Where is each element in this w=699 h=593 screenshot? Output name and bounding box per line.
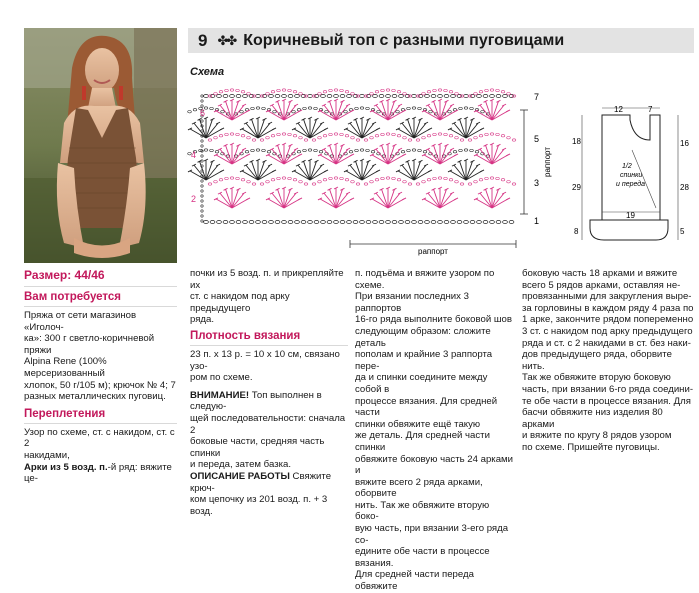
- text-line: хлопок, 50 г/105 м); крючок № 4; 7: [24, 379, 176, 391]
- measure-left-3: 8: [574, 227, 579, 236]
- text-line: и вяжите по кругу 8 рядов узором: [522, 430, 672, 442]
- diagram-label-1: 1/2: [622, 163, 632, 170]
- crochet-chart: [186, 82, 562, 257]
- text-line: всего 5 рядов арками, оставляя не-: [522, 279, 681, 291]
- rapport-vertical-label: раппорт: [543, 147, 552, 177]
- schema-label: Схема: [190, 66, 225, 78]
- text-line: следующим образом: сложите деталь: [355, 325, 491, 349]
- bold-run: Арки из 5 возд. п.: [24, 461, 108, 473]
- text-line: едините обе части в процессе вязания.: [355, 546, 490, 569]
- stitches-text: [24, 427, 177, 485]
- text-line: спинки обвяжите ещё такую: [355, 418, 481, 430]
- text-line: провязанными для закругления выре-: [522, 291, 692, 303]
- measure-bottom: 19: [626, 211, 635, 220]
- row-label-4: 4: [191, 150, 197, 160]
- measure-right-3: 5: [680, 227, 685, 236]
- page-title: Коричневый топ с разными пуговицами: [243, 31, 565, 49]
- col2-top-text: [190, 268, 348, 326]
- text-line: щей последовательности: сначала 2: [190, 412, 346, 436]
- crochet-chart-svg: [186, 82, 562, 257]
- column-1: [24, 268, 177, 485]
- text-line: ком цепочку из 201 возд. п. + 3 возд.: [190, 494, 328, 517]
- pattern-number: 9: [198, 30, 208, 50]
- text-line: пополам и крайние 3 раппорта пере-: [355, 349, 493, 372]
- text-line: 23 п. х 13 р. = 10 х 10 см, связано узо-: [190, 348, 340, 372]
- text-line: обвяжите боковую часть 24 арками и: [355, 453, 513, 477]
- text-line: ОПИСАНИЕ РАБОТЫ Свяжите крюч-: [190, 470, 332, 494]
- text-line: ст. с накидом под арку предыдущего: [190, 291, 290, 314]
- text-line: ряда и ст. с 2 накидами в ст. без наки-: [522, 337, 691, 349]
- measure-right-1: 16: [680, 139, 689, 148]
- text-line: по схеме. Пришейте пуговицы.: [522, 441, 660, 453]
- text-line: Так же обвяжите вторую боковую: [522, 372, 671, 384]
- garment-pattern-diagram: [572, 100, 697, 250]
- text-line: ряда.: [190, 314, 215, 326]
- text-line: нить. Так же обвяжите вторую боко-: [355, 499, 490, 523]
- text-line: боковую часть 18 арками и вяжите: [522, 268, 678, 279]
- text-line: ка»: 300 г светло-коричневой пряжи: [24, 333, 155, 356]
- text-line: 3 ст. с накидом под арку предыдущего: [522, 325, 693, 337]
- measure-left-1: 18: [572, 137, 581, 146]
- text-line: часть, при вязании 6-го ряда соедини-: [522, 383, 694, 395]
- row-label-3: 3: [534, 178, 540, 188]
- text-line: Alpina Rene (100% мерсеризованный: [24, 356, 107, 379]
- text-line: п. подъёма и вяжите узором по схеме.: [355, 268, 495, 291]
- text-line: разных металлических пуговиц.: [24, 391, 166, 403]
- rapport-horizontal-label: раппорт: [418, 247, 448, 256]
- text-line: ром по схеме.: [190, 372, 253, 384]
- column-4: [522, 268, 694, 454]
- materials-title: Вам потребуется: [24, 291, 122, 303]
- model-photo: [24, 28, 177, 263]
- text-line: же деталь. Для средней части спинки: [355, 430, 490, 453]
- text-line: те обе части в процессе вязания. Для: [522, 395, 691, 407]
- text-line: процессе вязания. Для средней части: [355, 395, 498, 419]
- measure-top-right: 7: [648, 105, 653, 114]
- text-line: за горловины в каждом ряду 4 раза по: [522, 302, 694, 314]
- text-line: Арки из 5 возд. п.-й ряд: вяжите це-: [24, 461, 172, 485]
- text-line: Узор по схеме, ст. с накидом, ст. с 2: [24, 426, 175, 450]
- text-line: дов предыдущего ряда, оборвите нить.: [522, 349, 672, 372]
- ornament-icon: ✤✤: [217, 32, 236, 48]
- size-label: Размер: 44/46: [24, 268, 105, 282]
- text-line: и переда, затем базка.: [190, 459, 291, 471]
- pattern-outline-svg: [572, 100, 697, 250]
- column-2: [190, 268, 348, 517]
- measure-left-2: 29: [572, 183, 581, 192]
- text-line: да и спинки соедините между собой в: [355, 372, 488, 395]
- text-line: боковые части, средняя часть спинки: [190, 436, 325, 459]
- density-title: Плотность вязания: [190, 329, 301, 342]
- text-line: накидами,: [24, 449, 70, 461]
- text-line: Для средней части переда обвяжите: [355, 569, 474, 593]
- measure-top-left: 12: [614, 105, 623, 114]
- text-line: 16-го ряда выполните боковой шов: [355, 314, 512, 326]
- stitches-title: Переплетения: [24, 407, 106, 420]
- attention-text: [190, 390, 348, 518]
- column-3: [355, 268, 515, 593]
- diagram-label-3: и переда: [616, 181, 646, 188]
- diagram-label-2: спинки: [620, 172, 643, 179]
- text-line: Пряжа от сети магазинов «Иголоч-: [24, 310, 137, 333]
- row-label-7: 7: [534, 92, 540, 102]
- density-text: [190, 349, 348, 384]
- text-line: басчи обвяжите низ изделия 80 арками: [522, 407, 663, 430]
- materials-text: [24, 310, 177, 403]
- text-line: ВНИМАНИЕ! Топ выполнен в следую-: [190, 389, 322, 413]
- row-label-1: 1: [534, 216, 540, 226]
- text-line: 1 арке, закончите рядом попеременно: [522, 314, 694, 326]
- row-label-5: 5: [534, 134, 540, 144]
- text-line: При вязании последних 3 раппортов: [355, 291, 469, 314]
- header-bar: [188, 28, 694, 53]
- text-line: почки из 5 возд. п. и прикрепляйте их: [190, 268, 344, 291]
- row-label-2: 2: [191, 194, 197, 204]
- photo-illustration: [24, 28, 177, 263]
- row-label-6: 6: [200, 108, 206, 118]
- text-line: вую часть, при вязании 3-его ряда со-: [355, 523, 509, 546]
- measure-right-2: 28: [680, 183, 689, 192]
- text-line: вяжите всего 2 ряда арками, оборвите: [355, 476, 483, 500]
